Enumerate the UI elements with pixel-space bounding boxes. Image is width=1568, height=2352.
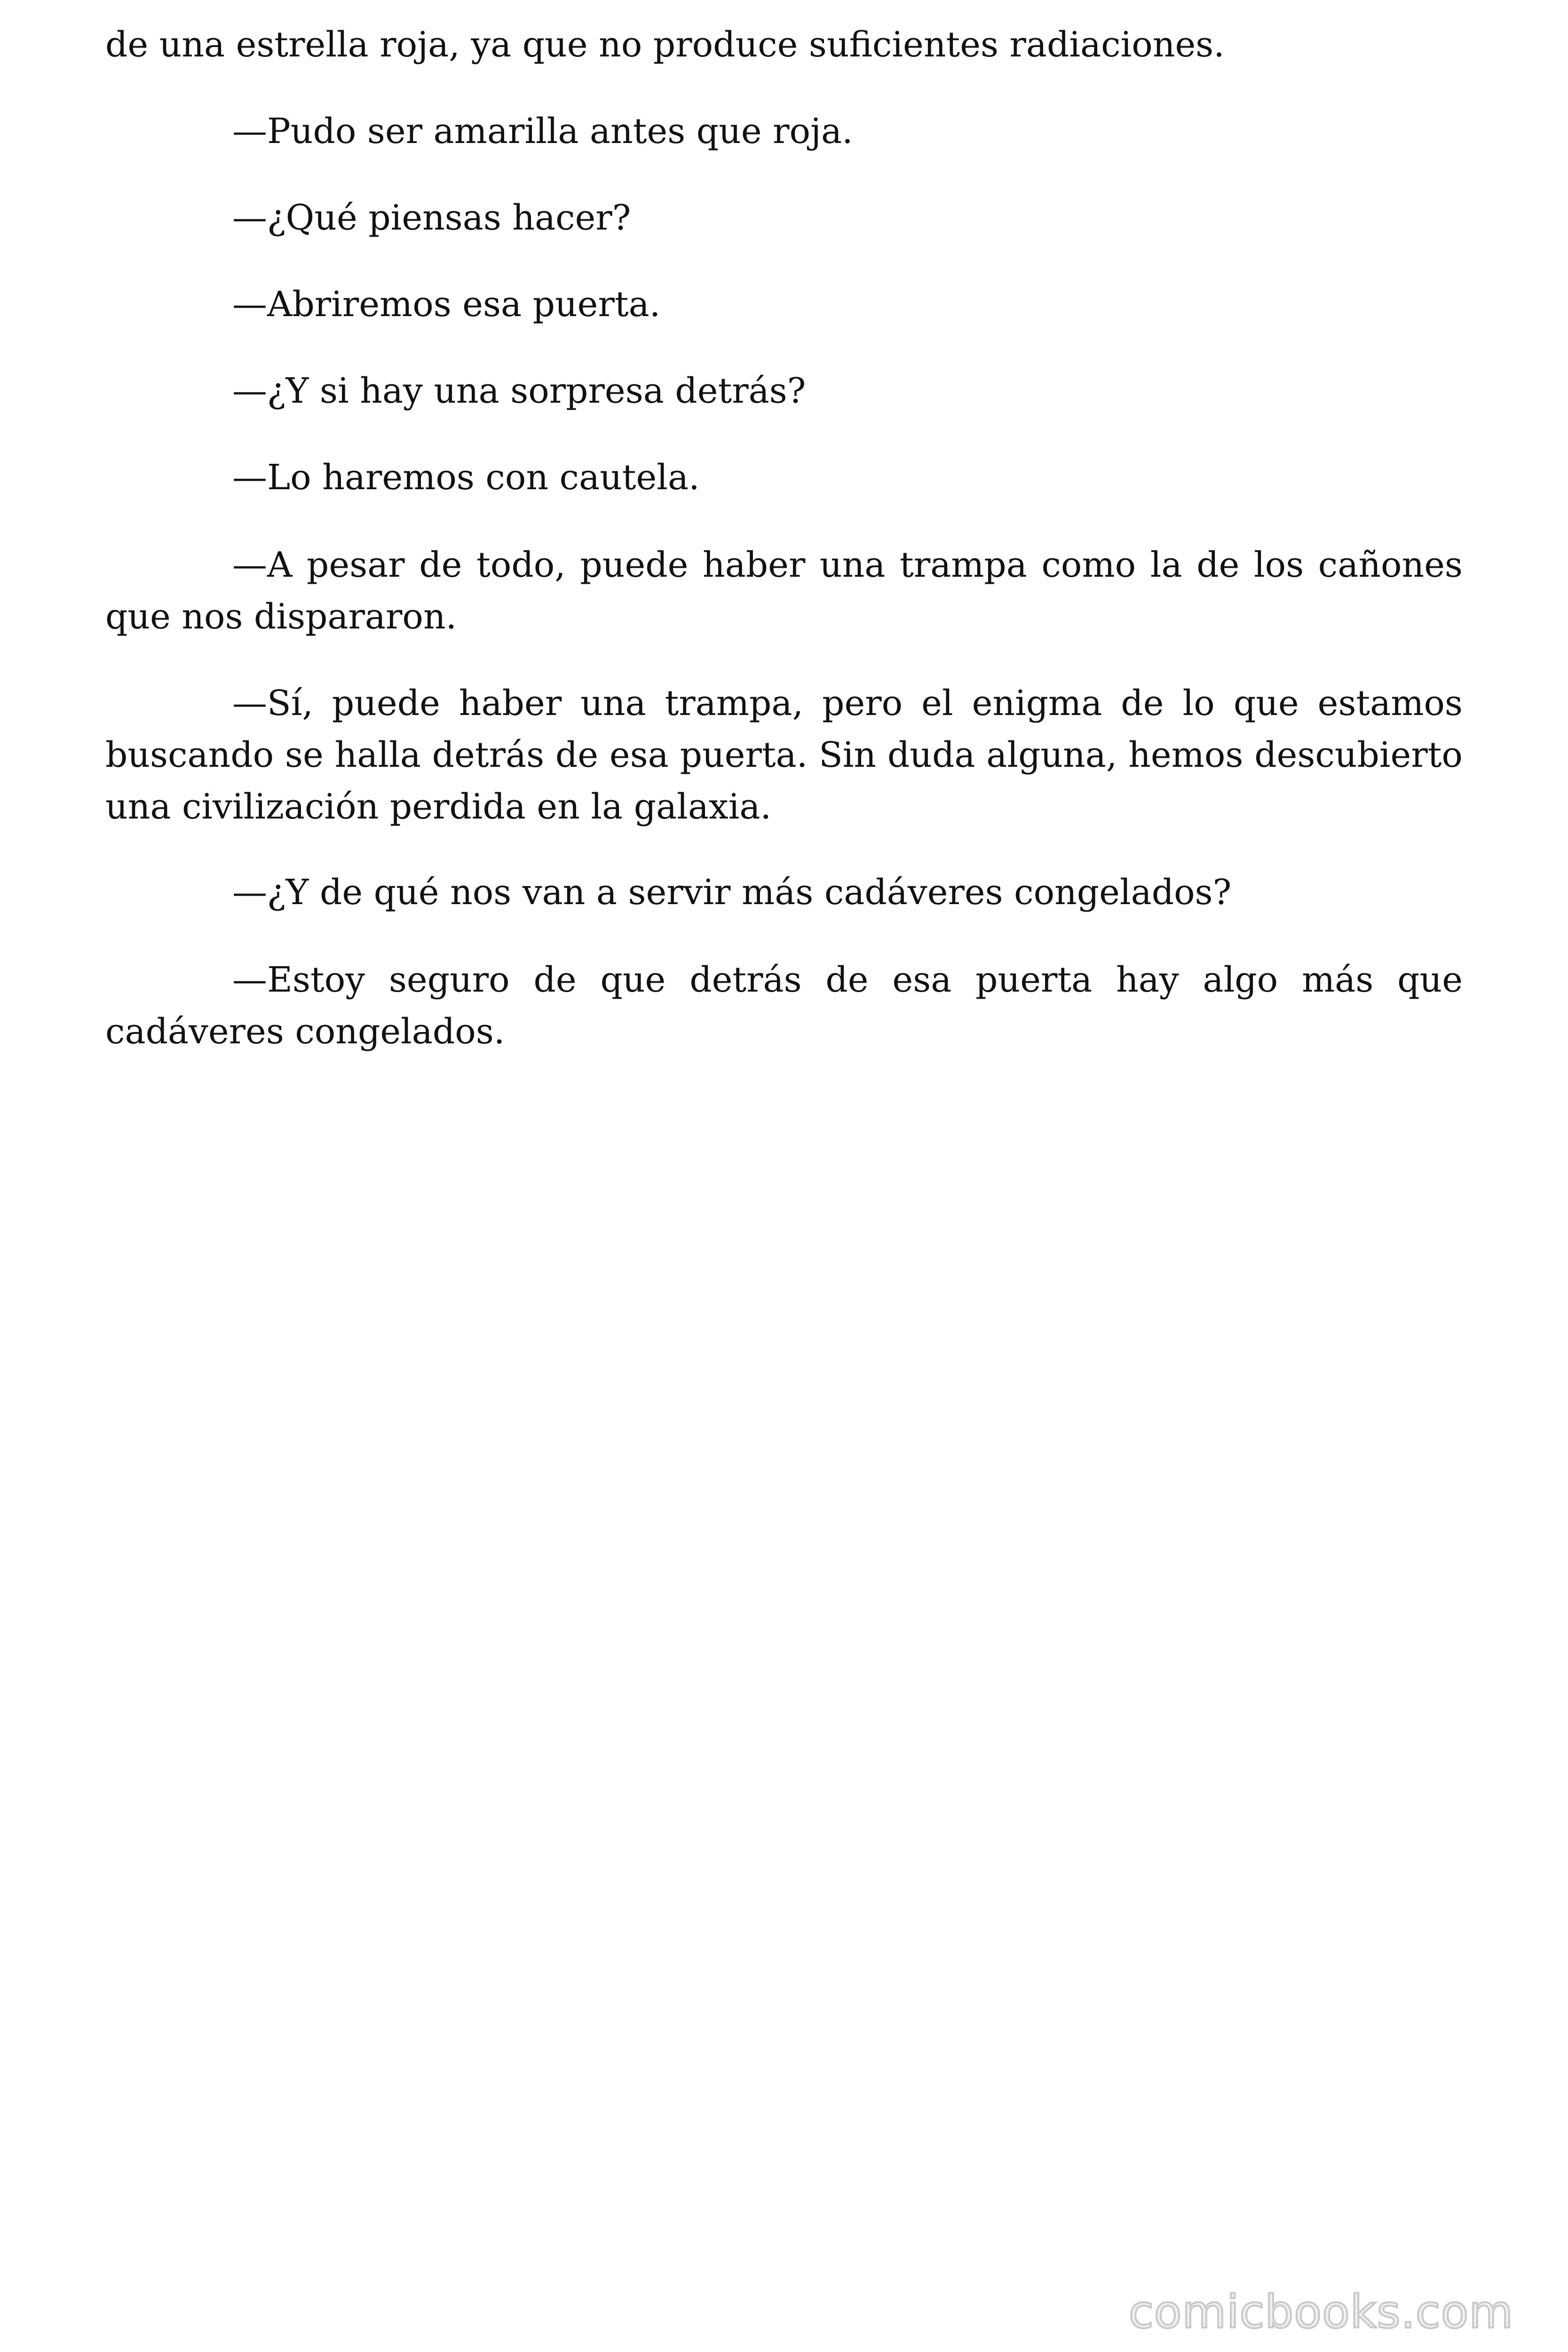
- paragraph-8: —Sí, puede haber una trampa, pero el enigma de lo que estamos buscando se halla detrás de esa puerta. Sin duda alguna, hemos descubierto una civilización perdida en la galaxia.: [105, 683, 1463, 827]
- paragraph-1: de una estrella roja, ya que no produce suficientes radiaciones.: [105, 24, 1225, 65]
- paragraph-10: —Estoy seguro de que detrás de esa puerta hay algo más que cadáveres congelados.: [105, 960, 1463, 1052]
- paragraph-6: —Lo haremos con cautela.: [232, 457, 700, 498]
- paragraph-2: —Pudo ser amarilla antes que roja.: [232, 111, 853, 151]
- paragraph-3: —¿Qué piensas hacer?: [232, 198, 631, 238]
- paragraph-9: —¿Y de qué nos van a servir más cadáveres congelados?: [232, 872, 1232, 913]
- page-body: [105, 0, 1463, 2352]
- site-watermark: comicbooks.com: [1129, 2286, 1514, 2338]
- paragraph-5: —¿Y si hay una sorpresa detrás?: [232, 371, 806, 411]
- paragraph-4: —Abriremos esa puerta.: [232, 284, 661, 325]
- paragraph-7: —A pesar de todo, puede haber una trampa como la de los cañones que nos dispararon.: [105, 545, 1463, 637]
